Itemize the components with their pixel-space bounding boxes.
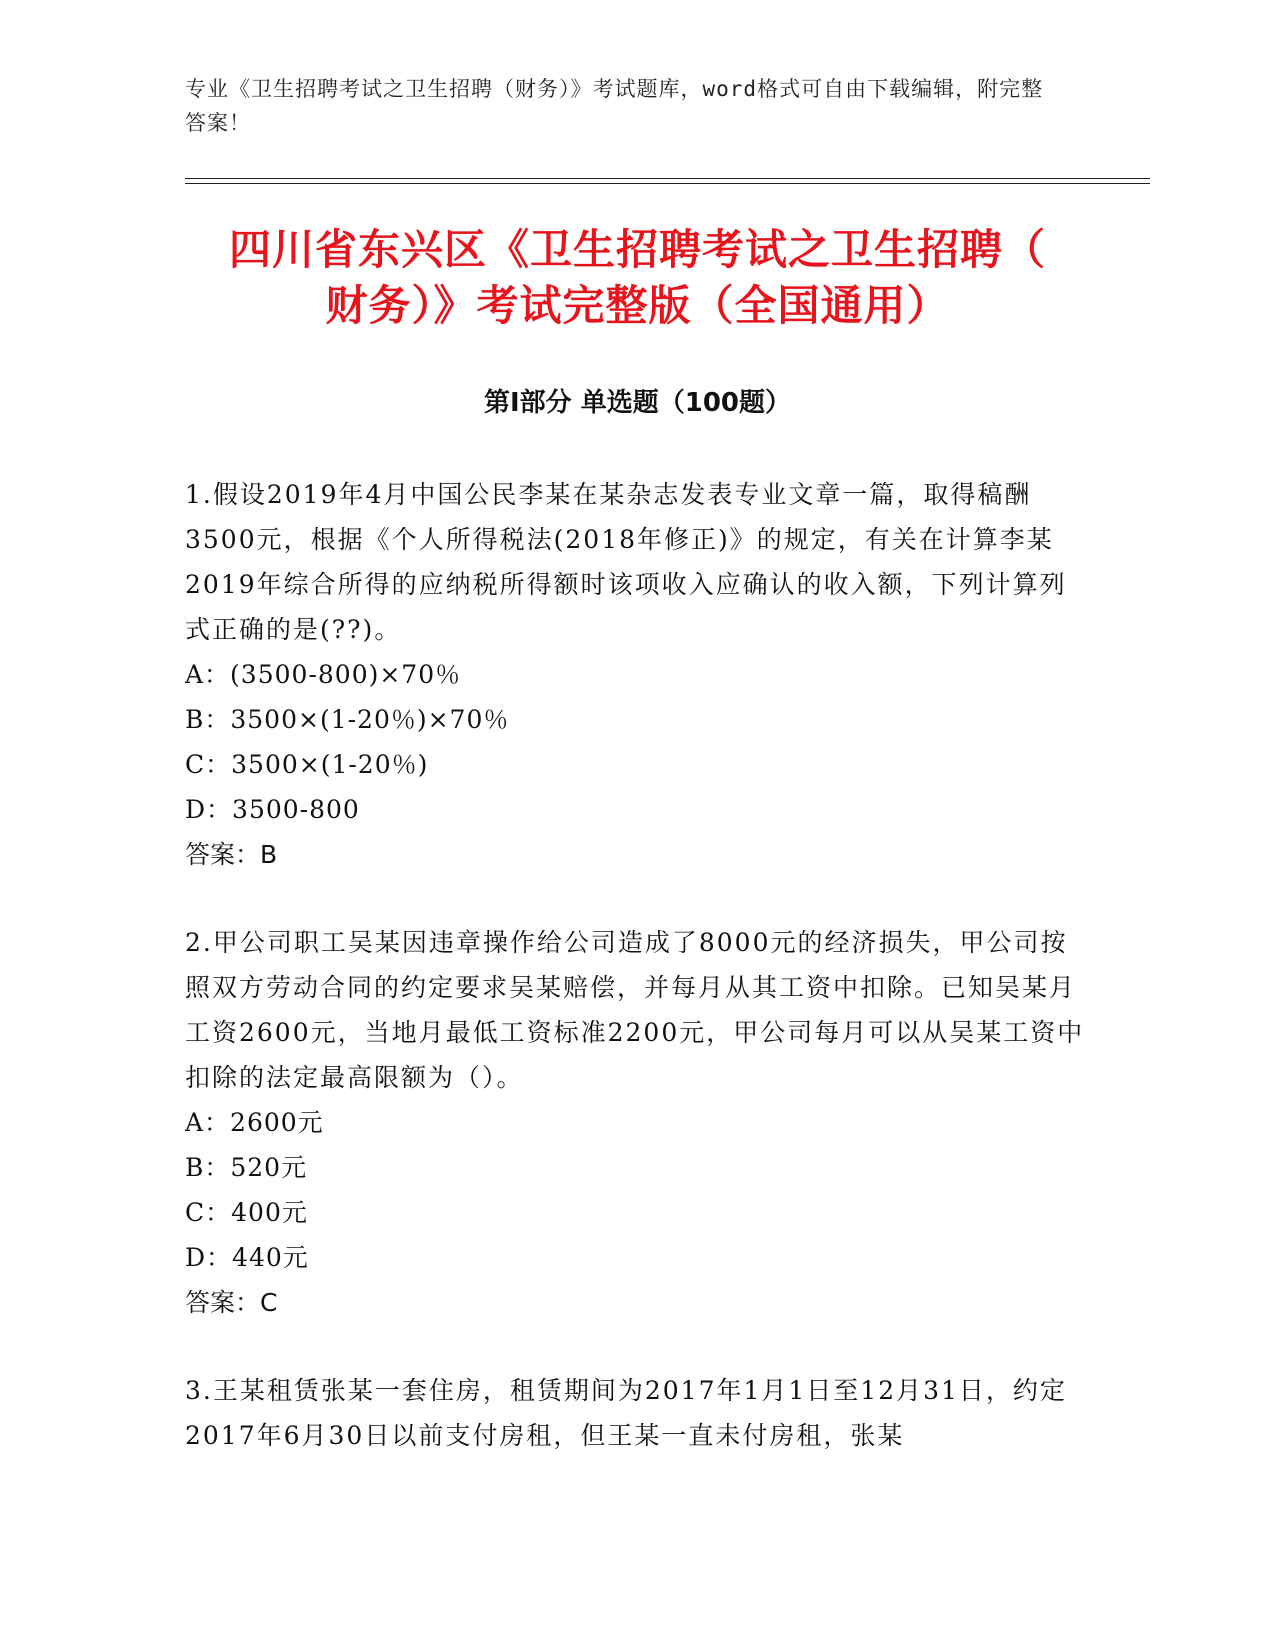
header-rule-top xyxy=(185,178,1150,179)
question-stem: 1.假设2019年4月中国公民李某在某杂志发表专业文章一篇，取得稿酬3500元，根据《个人所得税法(2018年修正)》的规定，有关在计算李某2019年综合所得的应纳税所得额时该项收入应确认的收入额，下列计算列式正确的是(??)。 xyxy=(185,480,1067,644)
option-a: A：2600元 xyxy=(185,1108,324,1137)
answer-label: 答案：B xyxy=(185,840,278,869)
question-1 xyxy=(185,472,1090,877)
answer-label: 答案：C xyxy=(185,1288,278,1317)
option-b: B：3500×(1-20％)×70％ xyxy=(185,705,510,734)
header-note: 专业《卫生招聘考试之卫生招聘（财务）》考试题库，word格式可自由下载编辑，附完整答案！ xyxy=(185,77,1044,135)
document-title-line-2: 财务）》考试完整版（全国通用） xyxy=(325,281,950,330)
question-2 xyxy=(185,920,1090,1325)
section-title: 第Ⅰ部分 单选题（100题） xyxy=(484,388,791,418)
header-rule-bottom xyxy=(185,183,1150,184)
option-d: D：3500-800 xyxy=(185,795,360,824)
option-a: A：(3500-800)×70％ xyxy=(185,660,462,689)
question-stem: 3.王某租赁张某一套住房，租赁期间为2017年1月1日至12月31日，约定2017年6月30日以前支付房租，但王某一直未付房租，张某 xyxy=(185,1376,1067,1450)
option-c: C：400元 xyxy=(185,1198,308,1227)
document-title-line-1: 四川省东兴区《卫生招聘考试之卫生招聘（ xyxy=(228,225,1046,274)
document-title xyxy=(150,222,1125,334)
question-stem: 2.甲公司职工吴某因违章操作给公司造成了8000元的经济损失，甲公司按照双方劳动合同的约定要求吴某赔偿，并每月从其工资中扣除。已知吴某月工资2600元，当地月最低工资标准2200元，甲公司每月可以从吴某工资中扣除的法定最高限额为（）。 xyxy=(185,928,1085,1092)
question-list xyxy=(185,472,1090,1501)
option-b: B：520元 xyxy=(185,1153,308,1182)
question-3 xyxy=(185,1368,1090,1458)
option-c: C：3500×(1-20％) xyxy=(185,750,429,779)
option-d: D：440元 xyxy=(185,1243,309,1272)
